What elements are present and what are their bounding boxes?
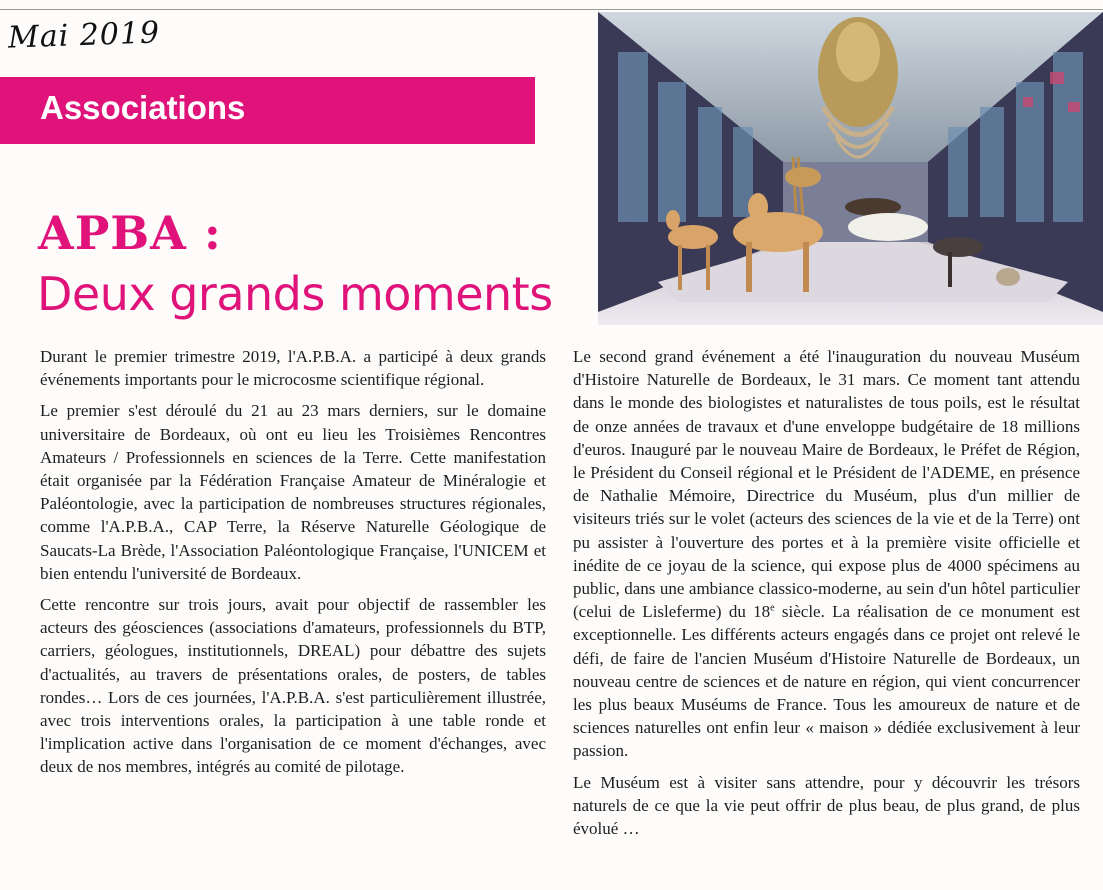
paragraph: Cette rencontre sur trois jours, avait pour objectif de rassembler les acteurs des géosciences (associations d'amateurs, professionnels du BTP, carriers, géologues, institutionnels, DREAL) pour débattre des sujets d'actualités, au travers de présentations orales, de posters, de tables rondes… Lors de ces journées, l'A.P.B.A. s'est particulièrement illustrée, avec trois interventions orales, la participation à une table ronde et l'implication active dans l'organisation de ce moment d'échanges, avec deux de nos membres, intégrés au comité de pilotage. <box>40 595 546 777</box>
paragraph: Le premier s'est déroulé du 21 au 23 mars derniers, sur le domaine universitaire de Bordeaux, où ont eu lieu les Troisièmes Rencontres Amateurs / Professionnels en sciences de la Terre. Cette manifestation était organisée par la Fédération Française Amateur de Minéralogie et Paléontologie, avec la participation de nombreuses structures régionales, comme l'A.P.B.A., CAP Terre, la Réserve Naturelle Géologique de Saucats-La Brède, l'Association Paléontologique Française, l'UNICEM et bien entendu l'université de Bordeaux. <box>40 401 546 583</box>
top-rule <box>0 9 1103 10</box>
article-title-line2: Deux grands moments <box>37 267 553 321</box>
article-left-column <box>40 345 546 787</box>
ordinal-superscript: e <box>770 602 775 614</box>
paragraph <box>573 345 1080 763</box>
section-title: Associations <box>40 89 246 126</box>
handwritten-date: Mai 2019 <box>7 15 161 56</box>
article-title-line1: APBA : <box>38 206 222 260</box>
paragraph: Le Muséum est à visiter sans attendre, pour y découvrir les trésors naturels de ce que la vie peut offrir de plus beau, de plus grand, de plus évolué … <box>573 772 1080 839</box>
museum-hall-photo <box>598 12 1103 325</box>
paragraph-text: siècle. La réalisation de ce monument est exceptionnelle. Les différents acteurs engagés dans ce projet ont relevé le défi, de faire de l'ancien Muséum d'Histoire Naturelle de Bordeaux, un nouveau centre de sciences et de nature en région, qui vient concurrencer les plus beaux Muséums de France. Tous les amoureux de nature et de sciences naturelles ont enfin leur « maison » dédiée exclusivement à leur passion. <box>573 602 1080 761</box>
article-right-column <box>573 345 1080 848</box>
section-banner <box>0 77 535 144</box>
paragraph: Durant le premier trimestre 2019, l'A.P.B.A. a participé à deux grands événements importants pour le microcosme scientifique régional. <box>40 347 546 390</box>
paragraph-text: Le second grand événement a été l'inauguration du nouveau Muséum d'Histoire Naturelle de Bordeaux, le 31 mars. Ce moment tant attendu dans le monde des biologistes et naturalistes de tous poils, est le résultat de onze années de travaux et d'une enveloppe budgétaire de 18 millions d'euros. Inauguré par le nouveau Maire de Bordeaux, le Préfet de Région, le Président du Conseil régional et le Président de l'ADEME, en présence de Nathalie Mémoire, Directrice du Muséum, plus d'un millier de visiteurs triés sur le volet (acteurs des sciences de la vie et de la Terre) ont pu assister à l'ouverture des portes et à la première visite officielle et inédite de ce joyau de la science, qui expose plus de 4000 spécimens au public, dans une ambiance classico-moderne, au sein d'un hôtel particulier (celui de Lisleferme) du 18 <box>573 347 1080 622</box>
